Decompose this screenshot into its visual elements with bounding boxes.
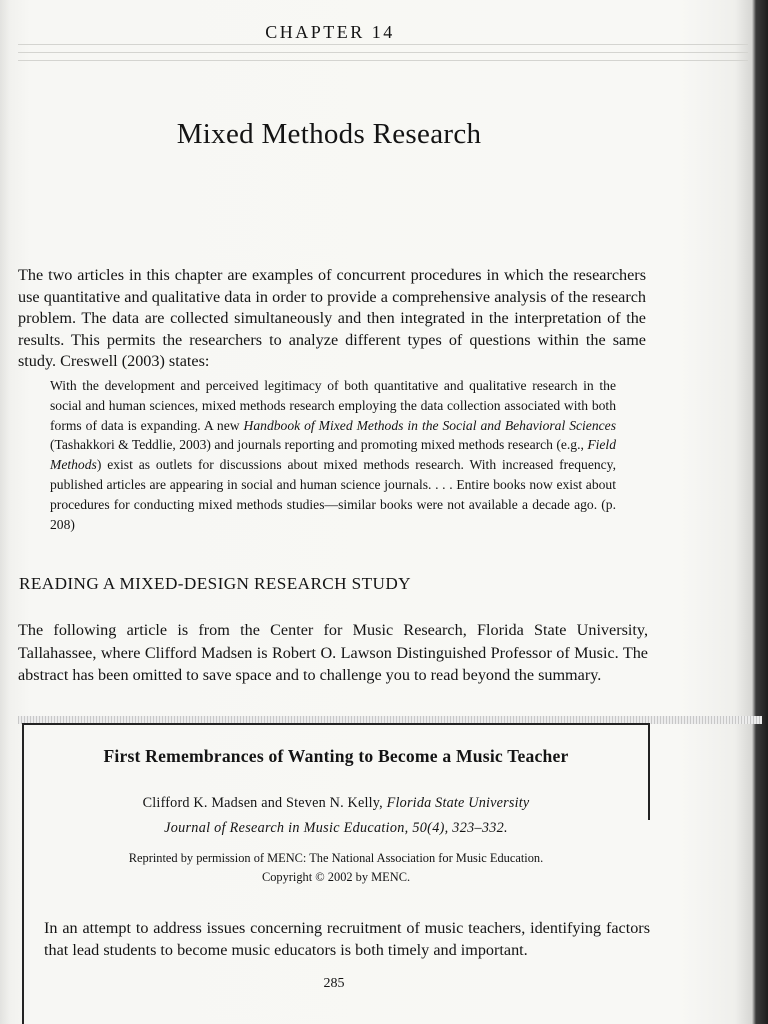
- intro-paragraph: The two articles in this chapter are examples of concurrent procedures in which the researchers use quantitative and qualitative data in order to provide a comprehensive analysis of the research problem. The data are collected simultaneously and then integrated in the interpretation of the results. This permits the researchers to analyze different types of questions within the same study. Creswell (2003) states:: [18, 266, 646, 370]
- quote-text: (Tashakkori & Teddlie, 2003) and journals reporting and promoting mixed methods research (e.g.,: [50, 437, 588, 453]
- copyright-line: Copyright © 2002 by MENC.: [261, 870, 411, 884]
- article-body-paragraph: In an attempt to address issues concerning recruitment of music teachers, identifying factors that lead students to become music educators is both timely and important.: [44, 919, 650, 959]
- section-heading: READING A MIXED-DESIGN RESEARCH STUDY: [19, 574, 411, 593]
- article-authors: [24, 795, 648, 812]
- quote-text: With the development and perceived legitimacy of both quantitative and qualitative research in the social and human sciences, mixed methods research employing the data collection associated with both forms of data is expanding. A new: [50, 378, 616, 433]
- article-intro-paragraph: The following article is from the Center for Music Research, Florida State University, Tallahassee, where Clifford Madsen is Robert O. Lawson Distinguished Professor of Music. The abstract has been omitted to save space and to challenge you to read beyond the summary.: [18, 621, 648, 684]
- page-number: 285: [323, 976, 345, 991]
- article-box-border-top: [22, 723, 650, 725]
- reprint-notice: [24, 849, 648, 887]
- quote-book-title: Handbook of Mixed Methods in the Social and Behavioral Sciences: [243, 417, 616, 433]
- quote-journal-title: Field Methods: [50, 437, 617, 473]
- header-rule: [18, 60, 748, 61]
- article-box-border-right: [648, 724, 650, 820]
- header-rule: [18, 44, 748, 45]
- reprint-permission: Reprinted by permission of MENC: The National Association for Music Education.: [128, 851, 544, 865]
- chapter-label: CHAPTER 14: [265, 22, 395, 42]
- chapter-title: Mixed Methods Research: [176, 118, 482, 150]
- article-title: First Remembrances of Wanting to Become a Music Teacher: [103, 746, 569, 766]
- author-affiliation: Florida State University: [386, 795, 530, 811]
- quote-text: ) exist as outlets for discussions about mixed methods research. With increased frequency, published articles are appearing in social and human science journals. . . . Entire books now exist about procedures for conducting mixed methods studies—similar books were not available a decade ago. (p. 208): [50, 457, 616, 532]
- block-quote: [50, 376, 616, 534]
- author-names: Clifford K. Madsen and Steven N. Kelly,: [142, 795, 387, 811]
- journal-citation: Journal of Research in Music Education, 50(4), 323–332.: [164, 820, 508, 836]
- header-rule: [18, 52, 748, 53]
